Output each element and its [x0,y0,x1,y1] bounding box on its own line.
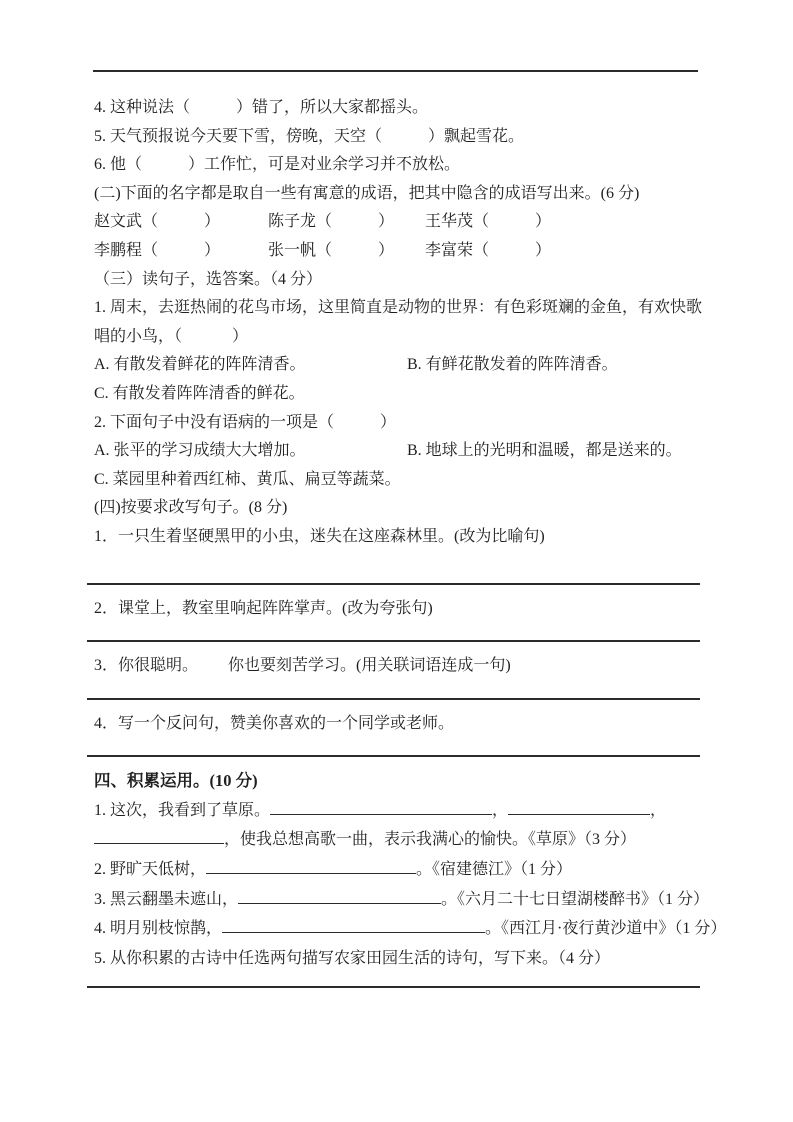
close-paren: ） [204,241,221,259]
name-text: 赵文武（ [94,213,159,231]
cloze-question-4 [94,94,706,123]
cloze-question-5 [94,123,706,152]
acc-q2-post: 。《宿建德江》（1 分） [416,861,573,879]
acc-q3-pre: 3. 黑云翻墨未遮山， [94,890,239,908]
name-text: 张一帆（ [268,241,333,259]
rewrite-question-3 [94,652,706,681]
name-blank-lipengcheng [94,237,268,266]
part3-q2-post: ） [380,413,397,431]
acc-q1-pre: 1. 这次，我看到了草原。 [94,801,271,819]
part3-q2-option-c [94,466,706,495]
rewrite-q1-text: 1．一只生着坚硬黑甲的小虫，迷失在这座森林里。(改为比喻句) [94,527,545,545]
rewrite-q2-text: 2．课堂上，教室里响起阵阵掌声。(改为夸张句) [94,599,433,617]
names-row-1 [94,208,706,237]
part3-q1-options-ab [94,351,706,380]
answer-blank-underline [222,918,485,933]
option-a: A. 有散发着鲜花的阵阵清香。 [94,356,306,374]
cloze-q5-post: ）飘起雪花。 [428,127,525,145]
part3-q1-option-c [94,380,706,409]
accumulation-q3 [94,885,710,915]
accumulation-q2 [94,855,706,885]
part3-q2-options-ab [94,437,706,466]
answer-blank-underline [238,889,441,904]
accumulation-q4 [94,914,727,944]
close-paren: ） [204,213,221,231]
comma: ， [650,801,667,819]
option-c: C. 有散发着阵阵清香的鲜花。 [94,384,305,402]
acc-q3-post: 。《六月二十七日望湖楼醉书》（1 分） [441,890,710,908]
names-row-2 [94,237,706,266]
acc-q4-pre: 4. 明月别枝惊鹊， [94,920,223,938]
part3-q2-stem [94,409,706,438]
name-blank-wanghuamao [425,208,551,237]
part3-heading-text: （三）读句子，选答案。（4 分） [94,270,323,288]
answer-writing-line [87,986,700,988]
answer-writing-line [87,640,700,642]
answer-writing-line [87,583,700,585]
part2-heading [94,180,706,209]
rewrite-question-4 [94,710,706,739]
part3-q1-line2-post: ） [232,327,249,345]
part3-q2-pre: 2. 下面句子中没有语病的一项是（ [94,413,335,431]
answer-writing-line [87,755,700,757]
part2-heading-text: (二)下面的名字都是取自一些有寓意的成语，把其中隐含的成语写出来。(6 分) [94,184,640,202]
comma: ， [492,801,509,819]
acc-q5-text: 5. 从你积累的古诗中任选两句描写农家田园生活的诗句，写下来。（4 分） [94,949,611,967]
accumulation-heading-text: 四、积累运用。(10 分) [94,771,258,791]
close-paren: ） [378,241,395,259]
name-text: 陈子龙（ [268,213,333,231]
name-blank-zhangyifan [268,237,425,266]
page-content [94,94,727,973]
accumulation-q1-line2 [94,825,706,855]
cloze-q4-pre: 4. 这种说法（ [94,99,191,116]
cloze-q5-pre: 5. 天气预报说今天要下雪，傍晚，天空（ [94,127,383,145]
cloze-question-6 [94,151,706,180]
option-b: B. 地球上的光明和温暖，都是送来的。 [407,442,682,460]
part4-heading-text: (四)按要求改写句子。(8 分) [94,499,288,517]
page-top-rule [93,70,698,72]
part3-q1-line2 [94,323,706,352]
name-text: 王华茂（ [425,213,490,231]
option-b: B. 有鲜花散发着的阵阵清香。 [407,356,618,374]
close-paren: ） [535,213,552,231]
rewrite-q3-pre: 3．你很聪明。 [94,657,199,675]
cloze-q6-pre: 6. 他（ [94,156,143,174]
answer-blank-underline [206,859,416,874]
name-blank-lifurong [425,237,551,266]
name-text: 李富荣（ [425,241,490,259]
answer-blank-underline [94,829,224,844]
part3-q1-line1-text: 1. 周末，去逛热闹的花鸟市场，这里简直是动物的世界：有色彩斑斓的金鱼，有欢快歌 [94,299,703,317]
name-blank-zhaowenwu [94,208,268,237]
option-c: C. 菜园里种着西红柿、黄瓜、扁豆等蔬菜。 [94,470,401,488]
rewrite-question-2 [94,595,706,624]
rewrite-q3-post: 你也要刻苦学习。(用关联词语连成一句) [228,657,511,675]
rewrite-q4-text: 4．写一个反问句，赞美你喜欢的一个同学或老师。 [94,714,455,732]
answer-blank-underline [508,800,650,815]
name-blank-chenzilong [268,208,425,237]
cloze-q4-post: ）错了，所以大家都摇头。 [236,99,429,116]
rewrite-question-1 [94,523,706,552]
accumulation-heading [94,766,706,796]
option-a: A. 张平的学习成绩大大增加。 [94,442,306,460]
part3-q1-line1 [94,294,706,323]
answer-writing-line [87,698,700,700]
acc-q4-post: 。《西江月·夜行黄沙道中》（1 分） [485,920,727,938]
part3-heading [94,266,706,295]
name-text: 李鹏程（ [94,241,159,259]
close-paren: ） [535,241,552,259]
part3-q1-line2-pre: 唱的小鸟，（ [94,327,183,345]
part4-heading [94,494,706,523]
accumulation-q5 [94,944,706,974]
accumulation-section [94,766,727,973]
answer-blank-underline [270,800,492,815]
close-paren: ） [378,213,395,231]
acc-q1-post: ，使我总想高歌一曲，表示我满心的愉快。《草原》（3 分） [224,831,637,849]
acc-q2-pre: 2. 野旷天低树， [94,861,207,879]
accumulation-q1-line1 [94,796,706,826]
cloze-q6-post: ）工作忙，可是对业余学习并不放松。 [188,156,461,174]
